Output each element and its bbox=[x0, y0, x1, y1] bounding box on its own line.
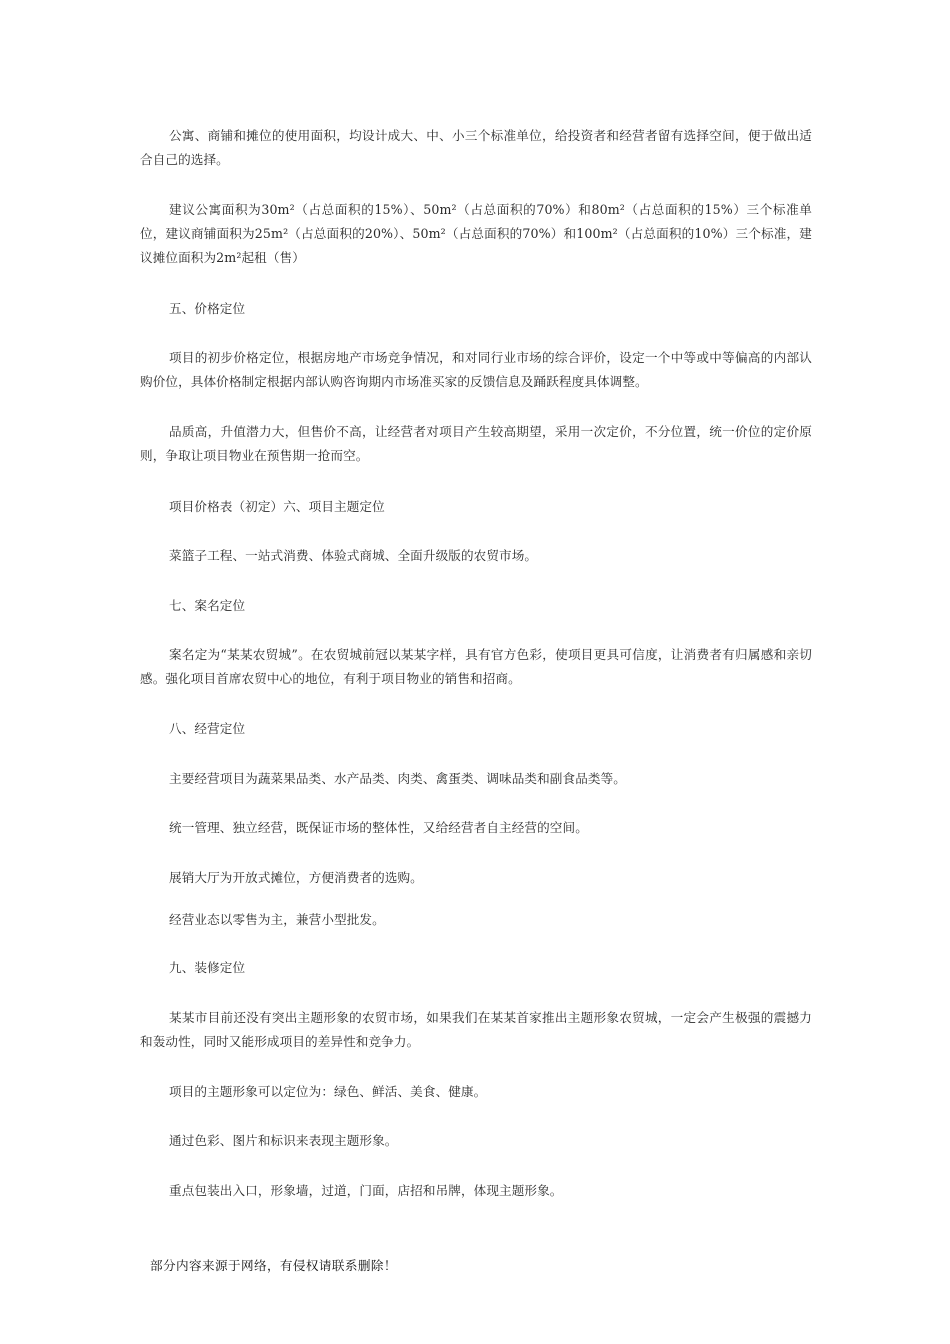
paragraph-exhibition-hall: 展销大厅为开放式摊位，方便消费者的选购。 bbox=[169, 870, 423, 885]
footer-disclaimer: 部分内容来源于网络，有侵权请联系删除！ bbox=[150, 1258, 397, 1273]
paragraph-management: 统一管理、独立经营，既保证市场的整体性，又给经营者自主经营的空间。 bbox=[169, 820, 588, 835]
heading-business-positioning: 八、经营定位 bbox=[169, 721, 246, 736]
paragraph-packaging: 重点包装出入口，形象墙，过道，门面，店招和吊牌，体现主题形象。 bbox=[169, 1183, 563, 1198]
heading-theme-positioning: 项目价格表（初定）六、项目主题定位 bbox=[169, 499, 385, 514]
paragraph-theme-market: 某某市目前还没有突出主题形象的农贸市场，如果我们在某某首家推出主题形象农贸城，一定会产生极强的震撼力和轰动性，同时又能形成项目的差异性和竞争力。 bbox=[140, 1010, 812, 1049]
paragraph-unit-sizes: 公寓、商铺和摊位的使用面积，均设计成大、中、小三个标准单位，给投资者和经营者留有选择空间，便于做出适合自己的选择。 bbox=[140, 128, 812, 167]
paragraph-area-suggestion: 建议公寓面积为30m²（占总面积的15%）、50m²（占总面积的70%）和80m²（占总面积的15%）三个标准单位，建议商铺面积为25m²（占总面积的20%）、50m²（占总面积的70%）和100m²（占总面积的10%）三个标准，建议摊位面积为2m²起租（售） bbox=[140, 202, 812, 265]
paragraph-theme: 菜篮子工程、一站式消费、体验式商城、全面升级版的农贸市场。 bbox=[169, 548, 538, 563]
heading-decoration-positioning: 九、装修定位 bbox=[169, 960, 246, 975]
paragraph-theme-image: 项目的主题形象可以定位为：绿色、鲜活、美食、健康。 bbox=[169, 1084, 487, 1099]
paragraph-initial-pricing: 项目的初步价格定位，根据房地产市场竞争情况，和对同行业市场的综合评价，设定一个中等或中等偏高的内部认购价位，具体价格制定根据内部认购咨询期内市场准买家的反馈信息及踊跃程度具体调整。 bbox=[140, 350, 812, 389]
document-page bbox=[140, 0, 812, 1344]
paragraph-project-name: 案名定为“某某农贸城”。在农贸城前冠以某某字样，具有官方色彩，使项目更具可信度，让消费者有归属感和亲切感。强化项目首席农贸中心的地位，有利于项目物业的销售和招商。 bbox=[140, 647, 812, 686]
heading-price-positioning: 五、价格定位 bbox=[169, 301, 246, 316]
paragraph-pricing-principle: 品质高，升值潜力大，但售价不高，让经营者对项目产生较高期望，采用一次定价，不分位置，统一价位的定价原则，争取让项目物业在预售期一抢而空。 bbox=[140, 424, 812, 463]
paragraph-main-categories: 主要经营项目为蔬菜果品类、水产品类、肉类、禽蛋类、调味品类和副食品类等。 bbox=[169, 771, 626, 786]
heading-name-positioning: 七、案名定位 bbox=[169, 598, 246, 613]
paragraph-visual-expression: 通过色彩、图片和标识来表现主题形象。 bbox=[169, 1133, 398, 1148]
paragraph-retail-format: 经营业态以零售为主，兼营小型批发。 bbox=[169, 912, 385, 927]
